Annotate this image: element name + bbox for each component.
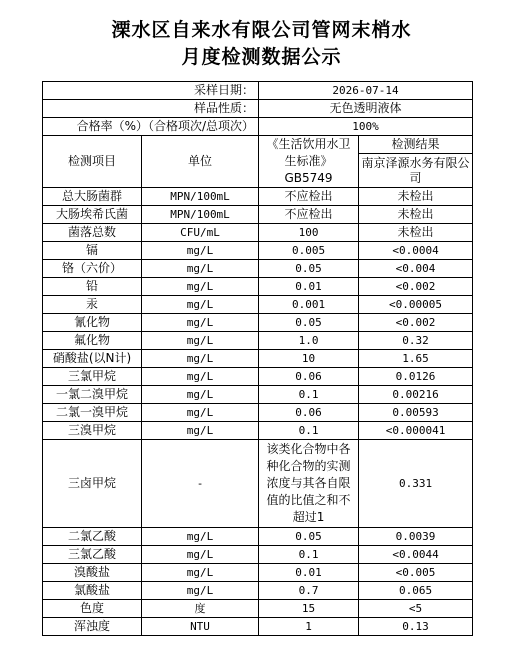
page-title: 溧水区自来水有限公司管网末梢水: [111, 19, 412, 41]
unit-cell: mg/L: [142, 582, 259, 600]
header-row: [43, 136, 473, 154]
standard-cell: 0.01: [259, 278, 359, 296]
table-row: [43, 332, 473, 350]
standard-cell: 10: [259, 350, 359, 368]
standard-cell: 0.06: [259, 368, 359, 386]
unit-cell: mg/L: [142, 350, 259, 368]
unit-cell: 度: [142, 600, 259, 618]
water-quality-table: [42, 81, 473, 636]
item-cell: 溴酸盐: [43, 564, 142, 582]
unit-cell: MPN/100mL: [142, 188, 259, 206]
table-row: [43, 350, 473, 368]
item-cell: 镉: [43, 242, 142, 260]
unit-cell: mg/L: [142, 528, 259, 546]
item-cell: 大肠埃希氏菌: [43, 206, 142, 224]
standard-cell: 0.7: [259, 582, 359, 600]
standard-cell: 0.05: [259, 528, 359, 546]
item-cell: 三溴甲烷: [43, 422, 142, 440]
item-cell: 汞: [43, 296, 142, 314]
standard-cell: 0.1: [259, 386, 359, 404]
table-row: [43, 260, 473, 278]
item-cell: 硝酸盐(以N计): [43, 350, 142, 368]
page-subtitle: 月度检测数据公示: [181, 46, 342, 68]
result-cell: 0.331: [359, 440, 473, 528]
item-cell: 二氯一溴甲烷: [43, 404, 142, 422]
header-standard: 《生活饮用水卫生标准》GB5749: [259, 136, 359, 188]
result-cell: <0.004: [359, 260, 473, 278]
table-row: [43, 296, 473, 314]
standard-cell: 0.1: [259, 422, 359, 440]
standard-cell: 0.001: [259, 296, 359, 314]
result-cell: 0.065: [359, 582, 473, 600]
item-cell: 菌落总数: [43, 224, 142, 242]
unit-cell: mg/L: [142, 278, 259, 296]
sample-nature-label: 样品性质：: [43, 100, 259, 118]
unit-cell: mg/L: [142, 546, 259, 564]
standard-cell: 0.06: [259, 404, 359, 422]
table-row: [43, 582, 473, 600]
unit-cell: CFU/mL: [142, 224, 259, 242]
standard-cell: 不应检出: [259, 188, 359, 206]
unit-cell: mg/L: [142, 404, 259, 422]
result-cell: 0.13: [359, 618, 473, 636]
item-cell: 色度: [43, 600, 142, 618]
table-row: [43, 564, 473, 582]
result-cell: 0.0126: [359, 368, 473, 386]
result-cell: 0.00216: [359, 386, 473, 404]
unit-cell: mg/L: [142, 368, 259, 386]
standard-cell: 0.01: [259, 564, 359, 582]
header-result-org: 南京泽源水务有限公司: [359, 154, 473, 188]
table-row: [43, 206, 473, 224]
meta-row-pass-rate: [43, 118, 473, 136]
unit-cell: MPN/100mL: [142, 206, 259, 224]
unit-cell: mg/L: [142, 242, 259, 260]
result-cell: 未检出: [359, 188, 473, 206]
item-cell: 三卤甲烷: [43, 440, 142, 528]
pass-rate-value: 100%: [259, 118, 473, 136]
result-cell: <5: [359, 600, 473, 618]
unit-cell: mg/L: [142, 564, 259, 582]
result-cell: <0.005: [359, 564, 473, 582]
result-cell: <0.002: [359, 314, 473, 332]
standard-cell: 不应检出: [259, 206, 359, 224]
table-row: [43, 224, 473, 242]
meta-row-date: [43, 82, 473, 100]
item-cell: 二氯乙酸: [43, 528, 142, 546]
item-cell: 三氯乙酸: [43, 546, 142, 564]
result-cell: 未检出: [359, 224, 473, 242]
table-row: [43, 278, 473, 296]
result-cell: <0.002: [359, 278, 473, 296]
result-cell: 1.65: [359, 350, 473, 368]
unit-cell: -: [142, 440, 259, 528]
table-row: [43, 368, 473, 386]
standard-cell: 0.005: [259, 242, 359, 260]
table-row: [43, 314, 473, 332]
unit-cell: mg/L: [142, 296, 259, 314]
item-cell: 一氯二溴甲烷: [43, 386, 142, 404]
item-cell: 三氯甲烷: [43, 368, 142, 386]
pass-rate-label: 合格率（%）（合格项次/总项次）: [43, 118, 259, 136]
sample-date-value: 2026-07-14: [259, 82, 473, 100]
header-item: 检测项目: [43, 136, 142, 188]
unit-cell: mg/L: [142, 314, 259, 332]
unit-cell: mg/L: [142, 260, 259, 278]
result-cell: <0.000041: [359, 422, 473, 440]
standard-cell: 100: [259, 224, 359, 242]
result-cell: <0.00005: [359, 296, 473, 314]
unit-cell: NTU: [142, 618, 259, 636]
standard-cell: 0.1: [259, 546, 359, 564]
standard-cell: 0.05: [259, 314, 359, 332]
result-cell: 0.0039: [359, 528, 473, 546]
table-row: [43, 404, 473, 422]
result-cell: <0.0004: [359, 242, 473, 260]
table-row: [43, 600, 473, 618]
item-cell: 铬（六价）: [43, 260, 142, 278]
sample-nature-value: 无色透明液体: [259, 100, 473, 118]
item-cell: 铅: [43, 278, 142, 296]
table-row: [43, 188, 473, 206]
standard-cell: 1.0: [259, 332, 359, 350]
item-cell: 总大肠菌群: [43, 188, 142, 206]
standard-cell: 该类化合物中各种化合物的实测浓度与其各自限值的比值之和不超过1: [259, 440, 359, 528]
item-cell: 氟化物: [43, 332, 142, 350]
item-cell: 氯酸盐: [43, 582, 142, 600]
standard-cell: 0.05: [259, 260, 359, 278]
result-cell: 未检出: [359, 206, 473, 224]
table-row: [43, 386, 473, 404]
table-row-thm: [43, 440, 473, 528]
table-row: [43, 546, 473, 564]
item-cell: 浑浊度: [43, 618, 142, 636]
item-cell: 氰化物: [43, 314, 142, 332]
result-cell: 0.32: [359, 332, 473, 350]
table-row: [43, 422, 473, 440]
unit-cell: mg/L: [142, 332, 259, 350]
unit-cell: mg/L: [142, 422, 259, 440]
result-cell: 0.00593: [359, 404, 473, 422]
unit-cell: mg/L: [142, 386, 259, 404]
sample-date-label: 采样日期：: [43, 82, 259, 100]
table-row: [43, 618, 473, 636]
result-cell: <0.0044: [359, 546, 473, 564]
standard-cell: 15: [259, 600, 359, 618]
standard-cell: 1: [259, 618, 359, 636]
header-unit: 单位: [142, 136, 259, 188]
header-result-group: 检测结果: [359, 136, 473, 154]
meta-row-nature: [43, 100, 473, 118]
table-row: [43, 528, 473, 546]
table-row: [43, 242, 473, 260]
